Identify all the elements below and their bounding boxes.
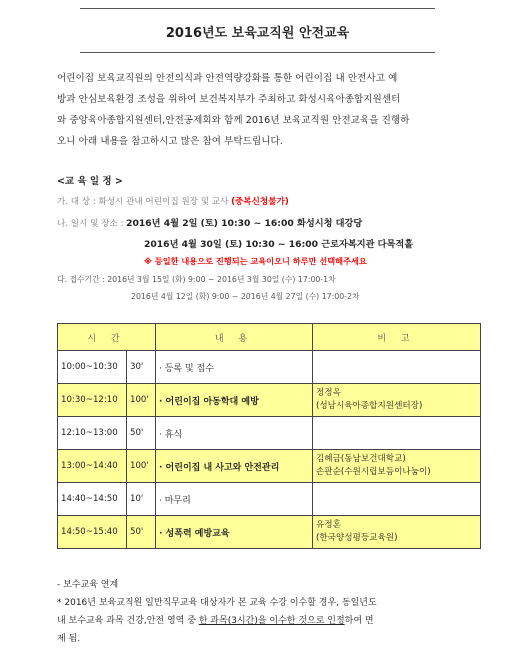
remark-cell <box>313 516 481 549</box>
remark-cell <box>313 417 481 450</box>
title-box <box>80 8 435 53</box>
section-title: <교 육 일 정 > <box>57 176 123 187</box>
intro-paragraph <box>57 68 477 152</box>
duration-cell: 30' <box>127 351 156 384</box>
remark-name: 정정옥 <box>316 388 341 398</box>
footer-line: - 보수교육 연계 <box>57 580 119 590</box>
time-cell: 14:50~15:40 <box>58 516 127 549</box>
footer-line <box>57 612 482 630</box>
table-row <box>58 450 481 483</box>
footer-text: 내 보수교육 과목 건강,안전 영역 중 <box>57 616 199 626</box>
registration-1: 다. 접수기간 : 2016년 3월 15일 (화) 9:00 ~ 2016년 3월 30일 (수) 17:00-1차 <box>57 275 336 284</box>
table-row <box>58 384 481 417</box>
remark-name: 김혜금(동남보건대학교) <box>316 454 406 464</box>
header-time: 시 간 <box>58 324 156 351</box>
schedule-table <box>57 323 481 549</box>
time-cell: 13:00~14:40 <box>58 450 127 483</box>
time-cell: 12:10~13:00 <box>58 417 127 450</box>
intro-line: 방과 안심보육환경 조성을 위하여 보건복지부가 주최하고 화성시육아종합지원센터 <box>57 94 401 105</box>
content-cell: · 어린이집 아동학대 예방 <box>156 384 313 417</box>
footer-text: 하여 면 <box>344 616 374 626</box>
footer-line: 제 됨. <box>57 634 81 644</box>
time-cell: 10:00~10:30 <box>58 351 127 384</box>
page-title: 2016년도 보육교직원 안전교육 <box>165 26 350 41</box>
registration-2: 2016년 4월 12일 (화) 9:00 ~ 2016년 4월 27일 (수) 17:00-2차 <box>131 292 360 301</box>
table-row <box>58 516 481 549</box>
table-row <box>58 417 481 450</box>
table-row <box>58 483 481 516</box>
date-2: 2016년 4월 30일 (토) 10:30 ~ 16:00 근로자복지관 다목적홀 <box>144 239 414 250</box>
intro-line: 와 중앙육아종합지원센터,안전공제회와 함께 2016년 보육교직원 안전교육을 진행하 <box>57 115 410 126</box>
duration-cell: 100' <box>127 384 156 417</box>
remark-cell <box>313 483 481 516</box>
duration-cell: 10' <box>127 483 156 516</box>
footer-line: * 2016년 보육교직원 일반직무교육 대상자가 본 교육 수강 이수할 경우, 동일년도 <box>57 598 377 608</box>
remark-name: 손판순(수원시립보듬이나눔이) <box>316 467 431 477</box>
intro-line: 오니 아래 내용을 참고하시고 많은 참여 부탁드립니다. <box>57 136 283 147</box>
table-header-row <box>58 324 481 351</box>
remark-org: (한국양성평등교육원) <box>316 533 398 543</box>
content-cell: · 등록 및 접수 <box>156 351 313 384</box>
place-line <box>57 215 362 229</box>
remark-cell <box>313 384 481 417</box>
target-note: (중복신청불가) <box>231 197 289 207</box>
place-label: 나. 일시 및 장소 : <box>57 219 124 229</box>
header-remark: 비 고 <box>313 324 481 351</box>
header-content: 내 용 <box>156 324 313 351</box>
remark-cell <box>313 450 481 483</box>
content-cell: · 마무리 <box>156 483 313 516</box>
footer-notes <box>57 576 482 648</box>
time-cell: 14:40~14:50 <box>58 483 127 516</box>
table-row <box>58 351 481 384</box>
date-1: 2016년 4월 2일 (토) 10:30 ~ 16:00 화성시청 대강당 <box>126 218 363 229</box>
duration-cell: 50' <box>127 516 156 549</box>
content-cell: · 휴식 <box>156 417 313 450</box>
duration-cell: 100' <box>127 450 156 483</box>
target-label: 가. 대 상 : 화성시 관내 어린이집 원장 및 교사 <box>57 197 229 207</box>
content-cell: · 어린이집 내 사고와 안전관리 <box>156 450 313 483</box>
remark-name: 유정혼 <box>316 520 341 530</box>
footer-underlined-text: 한 과목(3시간)을 이수한 것으로 인정 <box>198 616 345 626</box>
remark-org: (성남시육아종합지원센터장) <box>316 401 423 411</box>
duration-cell: 50' <box>127 417 156 450</box>
intro-line: 어린이집 보육교직원의 안전의식과 안전역량강화를 통한 어린이집 내 안전사고 예 <box>57 73 398 84</box>
notice: ※ 등일한 내용으로 진행되는 교육이오니 하루만 선택해주세요 <box>144 256 367 266</box>
time-cell: 10:30~12:10 <box>58 384 127 417</box>
remark-cell <box>313 351 481 384</box>
target-line <box>57 195 289 207</box>
content-cell: · 성폭력 예방교육 <box>156 516 313 549</box>
